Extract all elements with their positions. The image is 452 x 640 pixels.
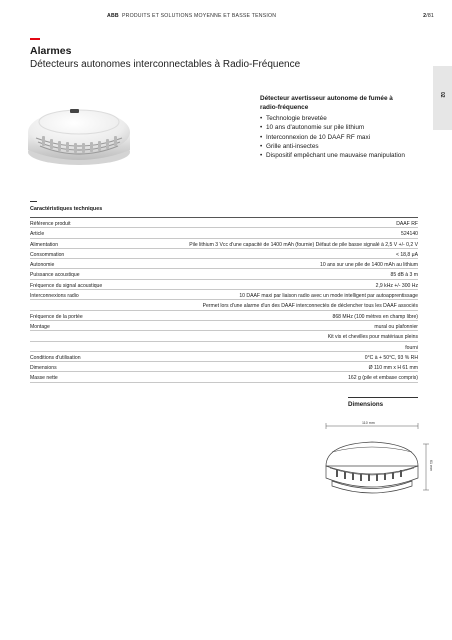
specs-title: Caractéristiques techniques xyxy=(30,206,103,212)
table-row xyxy=(30,269,418,279)
spec-label: Interconnexions radio xyxy=(30,293,79,300)
spec-label: Dimensions xyxy=(30,365,57,372)
table-row xyxy=(30,280,418,290)
dimensions-rule xyxy=(348,397,418,398)
table-row xyxy=(30,290,418,300)
table-row xyxy=(30,342,418,352)
spec-label: Puissance acoustique xyxy=(30,272,80,279)
specs-accent-mark xyxy=(30,201,37,202)
feature-item: • Technologie brevetée xyxy=(260,114,410,123)
page-total: /81 xyxy=(426,13,434,19)
spec-value: DAAF RF xyxy=(396,221,418,227)
spec-value: 868 MHz (100 mètres en champ libre) xyxy=(332,313,418,320)
spec-value: Ø 110 mm x H 61 mm xyxy=(368,365,418,372)
spec-value: < 18,8 μA xyxy=(395,251,418,258)
feature-title: Détecteur avertisseur autonome de fumée à radio-fréquence xyxy=(260,95,393,112)
page-number xyxy=(423,13,434,19)
spec-value: 85 dB à 3 m xyxy=(390,272,418,279)
height-label: 61 mm xyxy=(429,460,433,471)
feature-item: • Grille anti-insectes xyxy=(260,142,410,151)
table-row xyxy=(30,331,418,341)
spec-label: Référence produit xyxy=(30,221,71,227)
page-current: 2 xyxy=(423,13,427,19)
spec-value: 0°C à + 50°C, 93 % RH xyxy=(364,354,418,361)
table-row xyxy=(30,218,418,228)
spec-label: Alimentation xyxy=(30,241,59,248)
table-row xyxy=(30,300,418,310)
spec-label: Article xyxy=(30,231,45,238)
spec-label: Fréquence du signal acoustique xyxy=(30,282,103,289)
table-row xyxy=(30,362,418,372)
spec-label: Fréquence de la portée xyxy=(30,313,83,320)
feature-item: • Dispositif empêchant une mauvaise manipulation xyxy=(260,151,410,160)
spec-value: 524140 xyxy=(401,231,418,238)
width-label: 110 mm xyxy=(362,421,375,425)
spec-value: Pile lithium 3 Vcc d'une capacité de 1400 mAh (fournie) Défaut de pile basse signalé à 2,5 V +/- 0,2 V xyxy=(189,241,418,248)
table-row xyxy=(30,249,418,259)
specs-table xyxy=(30,218,418,383)
chapter-tab-label: 02 xyxy=(439,92,445,98)
table-row xyxy=(30,239,418,249)
spec-value: 10 ans sur une pile de 1400 mAh au lithium xyxy=(320,262,418,269)
table-row xyxy=(30,321,418,331)
spec-value: Kit vis et chevilles pour matériaux pleins xyxy=(327,334,418,341)
table-row xyxy=(30,259,418,269)
feature-item: • Interconnexion de 10 DAAF RF maxi xyxy=(260,133,410,142)
spec-label: Masse nette xyxy=(30,375,58,382)
title-accent-bar xyxy=(30,38,40,40)
page-header xyxy=(0,13,452,23)
page-title: Alarmes xyxy=(30,45,72,57)
table-row xyxy=(30,352,418,362)
spec-value: mural ou plafonnier xyxy=(374,323,418,330)
table-row xyxy=(30,228,418,238)
feature-list xyxy=(260,114,410,161)
dimension-drawing xyxy=(312,416,434,504)
spec-value: 162 g (pile et embase compris) xyxy=(348,375,418,382)
table-row xyxy=(30,372,418,382)
spec-value: 2,9 kHz +/- 300 Hz xyxy=(375,282,418,289)
brand-label: ABB xyxy=(107,13,119,19)
spec-value: fourni xyxy=(405,344,418,351)
spec-value: Permet lors d'une alarme d'un des DAAF interconnectés de déclencher tous les DAAF associés xyxy=(202,303,418,310)
spec-value: 10 DAAF maxi par liaison radio avec un mode intelligent par autoapprentissage xyxy=(239,293,418,300)
spec-label: Consommation xyxy=(30,251,65,258)
header-subtitle: PRODUITS ET SOLUTIONS MOYENNE ET BASSE TENSION xyxy=(122,13,277,19)
smoke-detector-image xyxy=(26,92,132,168)
feature-item: • 10 ans d'autonomie sur pile lithium xyxy=(260,123,410,132)
chapter-tab[interactable] xyxy=(433,66,452,130)
page-subtitle: Détecteurs autonomes interconnectables à Radio-Fréquence xyxy=(30,59,301,70)
spec-label: Conditions d'utilisation xyxy=(30,354,81,361)
spec-label: Montage xyxy=(30,323,50,330)
dimensions-title: Dimensions xyxy=(348,401,384,408)
feature-block xyxy=(260,94,410,161)
table-row xyxy=(30,311,418,321)
spec-label: Autonomie xyxy=(30,262,55,269)
